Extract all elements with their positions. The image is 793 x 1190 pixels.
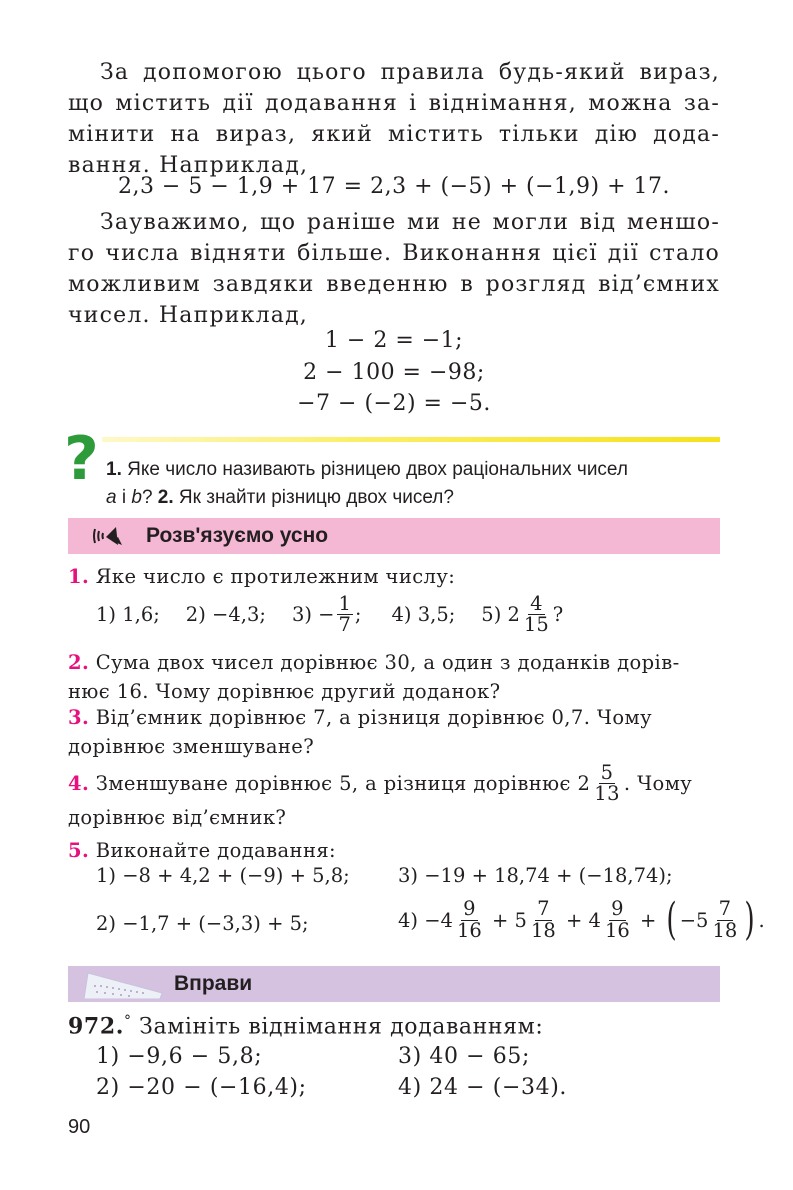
question-number: 2. xyxy=(152,487,174,508)
task-number: 5. xyxy=(68,839,90,862)
expression-part: . xyxy=(758,908,765,932)
text-line: мінити на вираз, який містить тільки дію дода- xyxy=(68,122,720,147)
task-item xyxy=(292,594,362,636)
text-line: Зауважимо, що раніше ми не могли від меншо- xyxy=(100,210,720,235)
exercise-item: 1) −9,6 − 5,8; xyxy=(96,1044,263,1069)
task-5-expression xyxy=(398,894,765,945)
task-item xyxy=(481,594,563,636)
task-text: дорівнює від’ємник? xyxy=(68,805,287,829)
fraction xyxy=(603,899,632,941)
fraction xyxy=(337,594,353,636)
task-1-items xyxy=(96,594,716,636)
exercise-number: 972. xyxy=(68,1013,124,1040)
denominator: 16 xyxy=(456,918,482,942)
task-text: Яке число є протилежним числу: xyxy=(89,565,456,588)
expression-part: −5 xyxy=(679,908,709,932)
oral-section-header xyxy=(68,518,720,554)
denominator: 18 xyxy=(712,918,738,942)
intro-example: 2,3 − 5 − 1,9 + 17 = 2,3 + (−5) + (−1,9) + 17. xyxy=(117,174,671,199)
oral-section-title: Розв'язуємо усно xyxy=(146,524,329,547)
numerator: 7 xyxy=(537,897,550,921)
task-number: 4. xyxy=(68,772,90,796)
numerator: 9 xyxy=(463,897,476,921)
denominator: 16 xyxy=(604,918,630,942)
questions-text xyxy=(106,456,726,512)
numerator: 1 xyxy=(338,592,351,615)
denominator: 18 xyxy=(530,918,556,942)
note-example: −7 − (−2) = −5. xyxy=(297,391,491,416)
fraction xyxy=(522,594,551,636)
question-text: Як знайти різницю двох чисел? xyxy=(173,487,454,508)
question-text: і xyxy=(116,487,132,508)
question-number: 1. xyxy=(106,459,122,480)
numerator: 4 xyxy=(530,592,543,615)
task-2 xyxy=(68,648,720,706)
task-number: 3. xyxy=(68,706,90,729)
question-icon: ? xyxy=(64,424,99,494)
expression-part: + 5 xyxy=(485,908,527,932)
ruler-icon xyxy=(82,969,166,1003)
numerator: 5 xyxy=(600,761,614,784)
task-text: . Чому xyxy=(623,772,693,796)
denominator: 7 xyxy=(338,613,351,637)
exercises-section-header xyxy=(68,966,720,1002)
speaker-icon xyxy=(92,523,128,553)
question-bar xyxy=(102,437,720,442)
page-number: 90 xyxy=(68,1116,91,1138)
text-line: що містить дії додавання і віднімання, можна за- xyxy=(68,91,720,116)
intro-paragraph xyxy=(68,57,720,181)
expression-part: + 4 xyxy=(559,908,601,932)
task-5-expression: 3) −19 + 18,74 + (−18,74); xyxy=(398,864,673,887)
task-item-suffix: ? xyxy=(552,603,564,627)
task-item: 4) 3,5; xyxy=(391,603,456,627)
denominator: 15 xyxy=(523,613,549,637)
task-item-suffix: ; xyxy=(354,603,362,627)
task-item-prefix: 3) − xyxy=(291,603,335,627)
fraction xyxy=(710,899,739,941)
task-text: Від’ємник дорівнює 7, а різниця дорівнює 0,7. Чому xyxy=(89,706,652,729)
exercise-item: 3) 40 − 65; xyxy=(398,1044,530,1069)
numerator: 7 xyxy=(718,897,732,921)
task-5 xyxy=(68,836,720,865)
task-1 xyxy=(68,562,720,591)
exercise-text: Замініть віднімання додаванням: xyxy=(131,1014,544,1040)
task-number: 1. xyxy=(68,565,90,588)
task-5-expression: 2) −1,7 + (−3,3) + 5; xyxy=(96,912,309,935)
task-text: Зменшуване дорівнює 5, а різниця дорівнює 2 xyxy=(89,772,591,796)
expression-part: 4) −4 xyxy=(398,908,453,932)
task-4 xyxy=(68,763,720,832)
question-text: Яке число називають різницею двох раціональних чисел xyxy=(121,459,628,480)
note-example: 2 − 100 = −98; xyxy=(303,360,485,385)
task-text: нює 16. Чому дорівнює другий доданок? xyxy=(68,680,501,703)
task-text: Сума двох чисел дорівнює 30, а один з доданків дорів- xyxy=(89,651,680,674)
task-text: дорівнює зменшуване? xyxy=(68,735,315,758)
task-3 xyxy=(68,703,720,761)
exercise-item: 2) −20 − (−16,4); xyxy=(96,1075,307,1100)
note-example: 1 − 2 = −1; xyxy=(324,328,464,353)
fraction xyxy=(455,899,484,941)
left-parenthesis: ( xyxy=(665,894,677,945)
task-item: 1) 1,6; xyxy=(96,603,160,627)
exercises-section-title: Вправи xyxy=(174,972,253,995)
text-line: чисел. Наприклад, xyxy=(68,303,309,328)
task-item-prefix: 5) 2 xyxy=(481,603,520,627)
expression-part: + xyxy=(633,908,663,932)
note-paragraph xyxy=(68,207,720,331)
task-number: 2. xyxy=(68,651,90,674)
variable-b: b xyxy=(131,487,142,508)
exercise-level-mark: ° xyxy=(123,1013,132,1029)
fraction xyxy=(529,899,558,941)
right-parenthesis: ) xyxy=(744,894,756,945)
exercise-972 xyxy=(68,1013,543,1039)
denominator: 13 xyxy=(594,782,620,806)
variable-a: a xyxy=(106,487,117,508)
numerator: 9 xyxy=(611,897,624,921)
task-text: Виконайте додавання: xyxy=(89,839,337,862)
task-item: 2) −4,3; xyxy=(185,603,266,627)
question-text: ? xyxy=(141,487,153,508)
task-5-expression: 1) −8 + 4,2 + (−9) + 5,8; xyxy=(96,864,350,887)
text-line: вання. Наприклад, xyxy=(68,153,309,178)
fraction xyxy=(592,763,622,805)
text-line: го числа відняти більше. Виконання цієї дії стало xyxy=(68,241,720,266)
text-line: можливим завдяки введенню в розгляд від’ємних xyxy=(68,272,720,297)
exercise-item: 4) 24 − (−34). xyxy=(398,1075,567,1100)
text-line: За допомогою цього правила будь-який вираз, xyxy=(100,60,720,85)
